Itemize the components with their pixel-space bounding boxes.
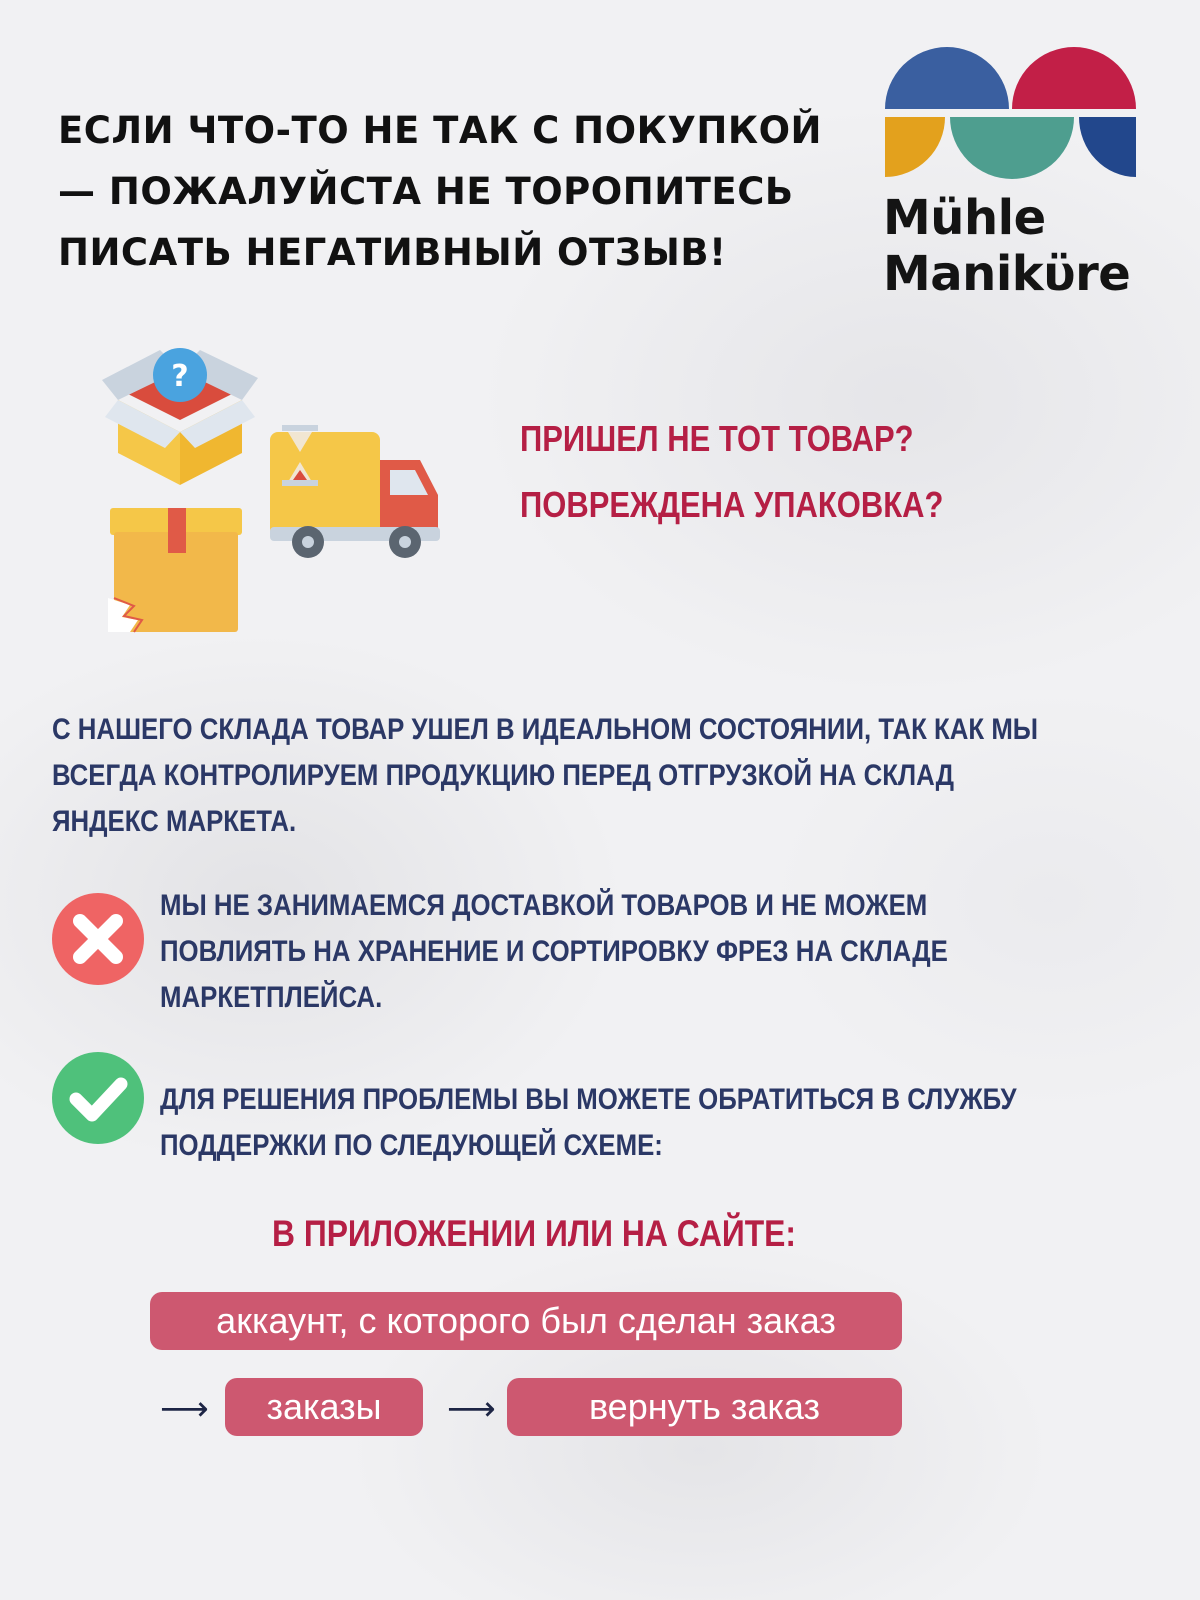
step-account: аккаунт, с которого был сделан заказ [150, 1292, 902, 1350]
brand-name-line-2: Manikϋre [883, 246, 1131, 302]
cross-mark-icon [52, 893, 144, 985]
warehouse-statement [52, 707, 1038, 845]
delivery-disclaimer [160, 883, 948, 1021]
disclaimer-line-2: ПОВЛИЯТЬ НА ХРАНЕНИЕ И СОРТИРОВКУ ФРЕЗ НА СКЛАДЕ [160, 935, 948, 968]
brand-name [883, 190, 1183, 302]
headline [58, 100, 858, 283]
question-box-icon [102, 348, 258, 485]
statement-line-2: ВСЕГДА КОНТРОЛИРУЕМ ПРОДУКЦИЮ ПЕРЕД ОТГРУЗКОЙ НА СКЛАД [52, 759, 955, 792]
disclaimer-line-3: МАРКЕТПЛЕЙСА. [160, 981, 383, 1014]
delivery-truck-icon [270, 425, 440, 558]
disclaimer-line-1: МЫ НЕ ЗАНИМАЕМСЯ ДОСТАВКОЙ ТОВАРОВ И НЕ МОЖЕМ [160, 889, 928, 922]
statement-line-1: С НАШЕГО СКЛАДА ТОВАР УШЕЛ В ИДЕАЛЬНОМ СОСТОЯНИИ, ТАК КАК МЫ [52, 713, 1039, 746]
headline-line-2: — ПОЖАЛУЙСТА НЕ ТОРОПИТЕСЬ [58, 170, 794, 213]
checkmark-icon [52, 1052, 144, 1144]
headline-line-1: ЕСЛИ ЧТО-ТО НЕ ТАК С ПОКУПКОЙ [58, 109, 823, 152]
headline-line-3: ПИСАТЬ НЕГАТИВНЫЙ ОТЗЫВ! [58, 231, 727, 274]
question-wrong-item: ПРИШЕЛ НЕ ТОТ ТОВАР? [520, 418, 914, 459]
svg-text:?: ? [171, 359, 189, 394]
arrow-icon: ⟶ [447, 1389, 496, 1429]
check-mark-icon [52, 1052, 144, 1144]
delivery-problem-illustration [100, 320, 460, 640]
support-line-1: ДЛЯ РЕШЕНИЯ ПРОБЛЕМЫ ВЫ МОЖЕТЕ ОБРАТИТЬСЯ В СЛУЖБУ [160, 1083, 1017, 1116]
cross-icon [52, 893, 144, 985]
question-damaged-package: ПОВРЕЖДЕНА УПАКОВКА? [520, 484, 944, 525]
brand-name-line-1: Mühle [883, 190, 1046, 246]
support-instruction [160, 1077, 1017, 1169]
arrow-icon: ⟶ [160, 1389, 209, 1429]
support-line-2: ПОДДЕРЖКИ ПО СЛЕДУЮЩЕЙ СХЕМЕ: [160, 1129, 663, 1162]
statement-line-3: ЯНДЕКС МАРКЕТА. [52, 805, 297, 838]
step-orders: заказы [225, 1378, 423, 1436]
step-return-order: вернуть заказ [507, 1378, 902, 1436]
damaged-box-icon [108, 508, 242, 632]
scheme-heading: В ПРИЛОЖЕНИИ ИЛИ НА САЙТЕ: [272, 1213, 796, 1254]
